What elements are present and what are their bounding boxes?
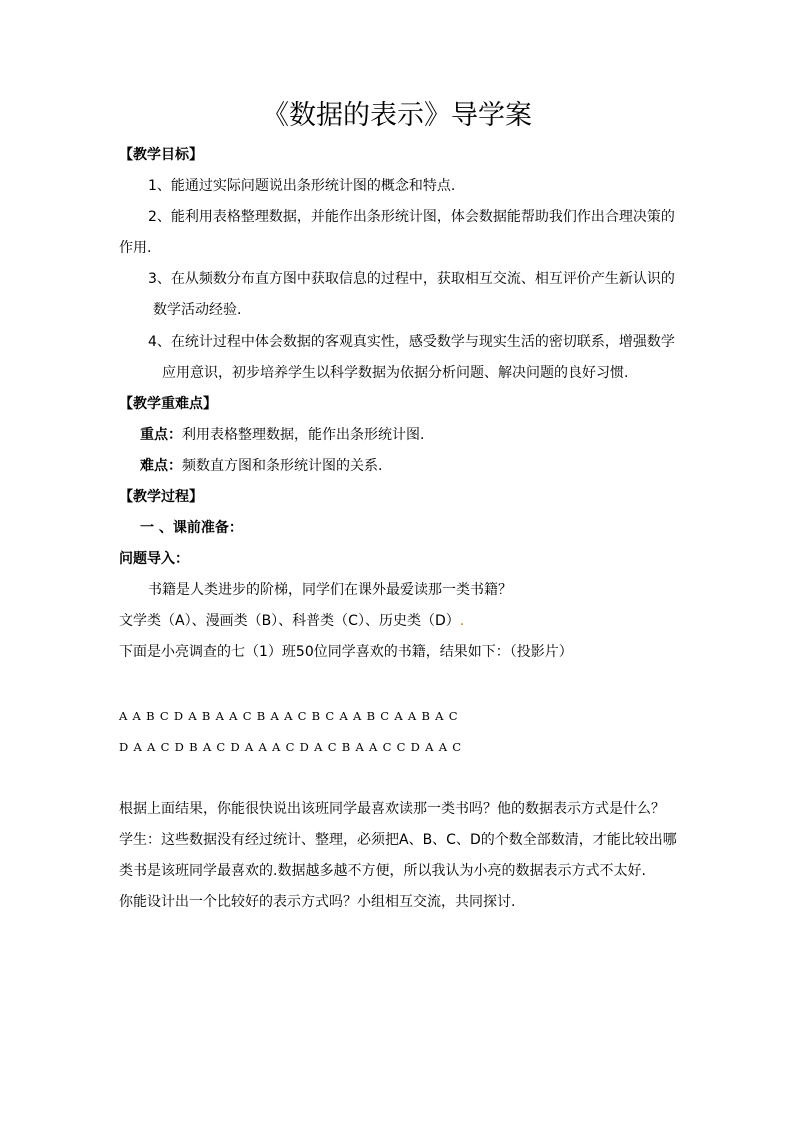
survey-data-row-1: A A B C D A B A A C B A A C B C A A B C A A B A C	[119, 709, 459, 723]
pre-class-subheading: 一 、课前准备：	[140, 520, 243, 536]
objective-2-continued: 作用.	[119, 240, 152, 256]
document-title: 《数据的表示》导学案	[262, 100, 532, 131]
design-prompt: 你能设计出一个比较好的表示方式吗？小组相互交流，共同探讨.	[119, 894, 516, 910]
objectives-heading: 【教学目标】	[119, 147, 203, 163]
objective-2: 2、能利用表格整理数据，并能作出条形统计图，体会数据能帮助我们作出合理决策的	[148, 209, 675, 225]
objective-3-continued: 数学活动经验.	[153, 302, 242, 318]
book-categories-end: .	[459, 613, 465, 629]
key-point-text: 利用表格整理数据，能作出条形统计图.	[182, 427, 425, 443]
survey-description: 下面是小亮调查的七（1）班50位同学喜欢的书籍，结果如下：（投影片）	[119, 644, 573, 660]
objective-1: 1、能通过实际问题说出条形统计图的概念和特点.	[148, 178, 456, 194]
followup-question: 根据上面结果，你能很快说出该班同学最喜欢读那一类书吗？他的数据表示方式是什么？	[119, 801, 665, 817]
difficult-point-text: 频数直方图和条形统计图的关系.	[182, 458, 383, 474]
process-heading: 【教学过程】	[119, 489, 203, 505]
student-answer-line-2: 类书是该班同学最喜欢的.数据越多越不方便，所以我认为小亮的数据表示方式不太好.	[119, 863, 646, 879]
difficult-point-label: 难点：	[140, 458, 182, 474]
difficult-point-row	[140, 456, 382, 476]
objective-3: 3、在从频数分布直方图中获取信息的过程中，获取相互交流、相互评价产生新认识的	[148, 271, 675, 287]
survey-data-row-2: D A A C D B A C D A A A C D A C B A A C C D A A C	[119, 740, 462, 754]
problem-intro-label: 问题导入：	[119, 551, 189, 567]
objective-4: 4、在统计过程中体会数据的客观真实性，感受数学与现实生活的密切联系，增强数学	[148, 334, 675, 350]
key-point-row	[140, 425, 424, 445]
book-categories	[119, 611, 464, 631]
key-points-heading: 【教学重难点】	[119, 396, 217, 412]
student-answer-line-1: 学生：这些数据没有经过统计、整理，必须把A、B、C、D的个数全部数清，才能比较出哪	[119, 832, 677, 848]
intro-question: 书籍是人类进步的阶梯，同学们在课外最爱读那一类书籍？	[148, 582, 512, 598]
book-categories-text: 文学类（A）、漫画类（B）、科普类（C）、历史类（D）	[119, 613, 460, 629]
objective-4-continued: 应用意识，初步培养学生以科学数据为依据分析问题、解决问题的良好习惯.	[162, 365, 629, 381]
key-point-label: 重点：	[140, 427, 182, 443]
